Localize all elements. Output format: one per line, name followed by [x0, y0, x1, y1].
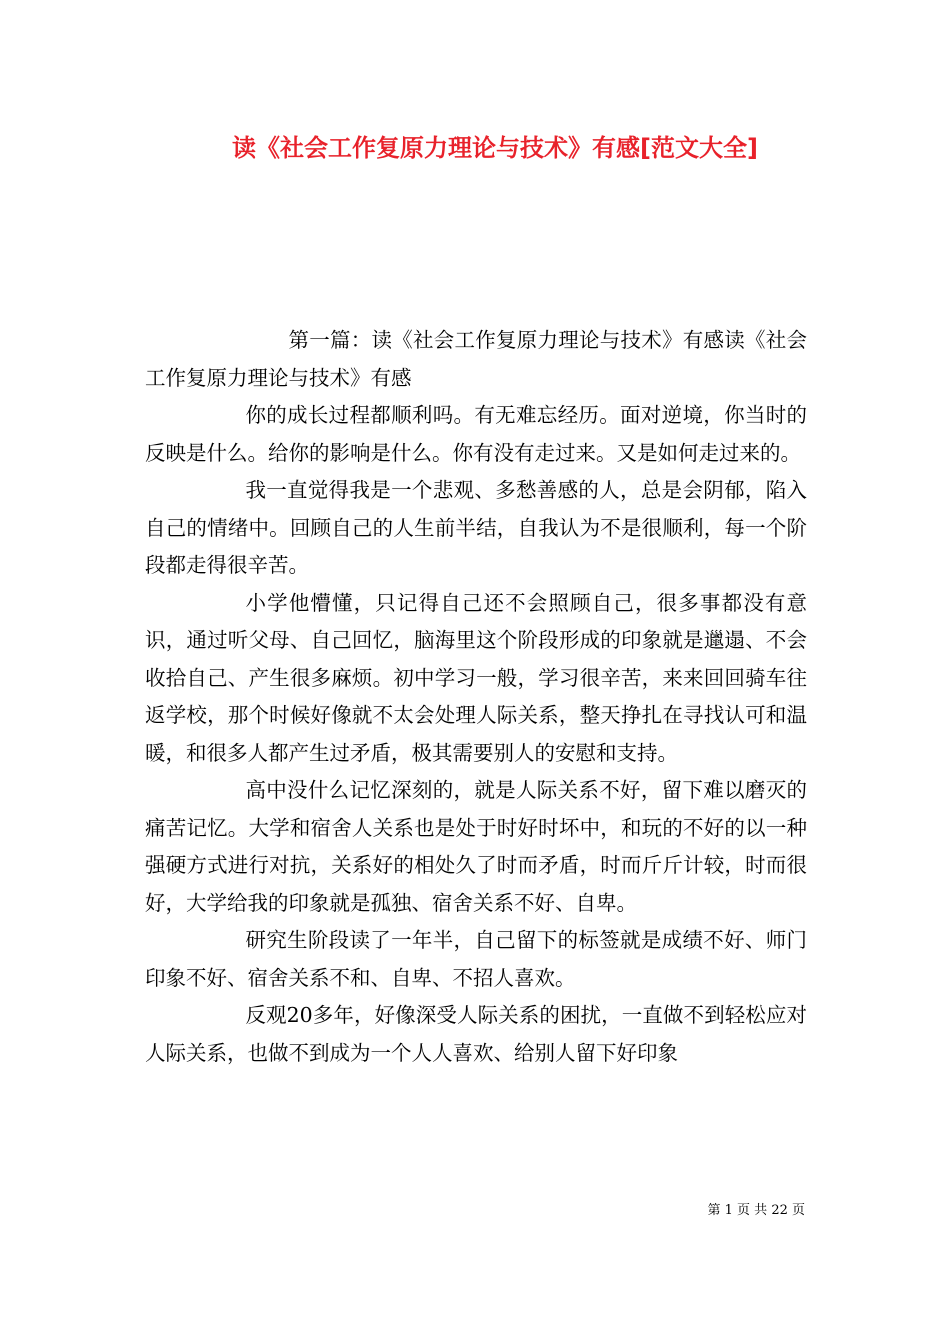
paragraph-heading: 第一篇：读《社会工作复原力理论与技术》有感读《社会工作复原力理论与技术》有感: [145, 328, 807, 390]
document-body: [145, 322, 807, 1072]
paragraph: 高中没什么记忆深刻的，就是人际关系不好，留下难以磨灭的痛苦记忆。大学和宿舍人关系也是处于时好时坏中，和玩的不好的以一种强硬方式进行对抗，关系好的相处久了时而矛盾，时而斤斤计较，时而很好，大学给我的印象就是孤独、宿舍关系不好、自卑。: [145, 778, 807, 915]
paragraph: 小学他懵懂，只记得自己还不会照顾自己，很多事都没有意识，通过听父母、自己回忆，脑海里这个阶段形成的印象就是邋遢、不会收拾自己、产生很多麻烦。初中学习一般，学习很辛苦，来来回回骑车往返学校，那个时候好像就不太会处理人际关系，整天挣扎在寻找认可和温暖，和很多人都产生过矛盾，极其需要别人的安慰和支持。: [145, 590, 807, 765]
paragraph: 我一直觉得我是一个悲观、多愁善感的人，总是会阴郁，陷入自己的情绪中。回顾自己的人生前半结，自我认为不是很顺利，每一个阶段都走得很辛苦。: [145, 478, 807, 577]
page-number-footer: 第 1 页 共 22 页: [707, 1203, 805, 1218]
paragraph: 反观20多年，好像深受人际关系的困扰，一直做不到轻松应对人际关系，也做不到成为一个人人喜欢、给别人留下好印象: [145, 1003, 807, 1065]
paragraph: 你的成长过程都顺利吗。有无难忘经历。面对逆境，你当时的反映是什么。给你的影响是什么。你有没有走过来。又是如何走过来的。: [145, 403, 807, 465]
document-title: 读《社会工作复原力理论与技术》有感[范文大全]: [232, 134, 758, 162]
paragraph: 研究生阶段读了一年半，自己留下的标签就是成绩不好、师门印象不好、宿舍关系不和、自卑、不招人喜欢。: [145, 928, 807, 990]
